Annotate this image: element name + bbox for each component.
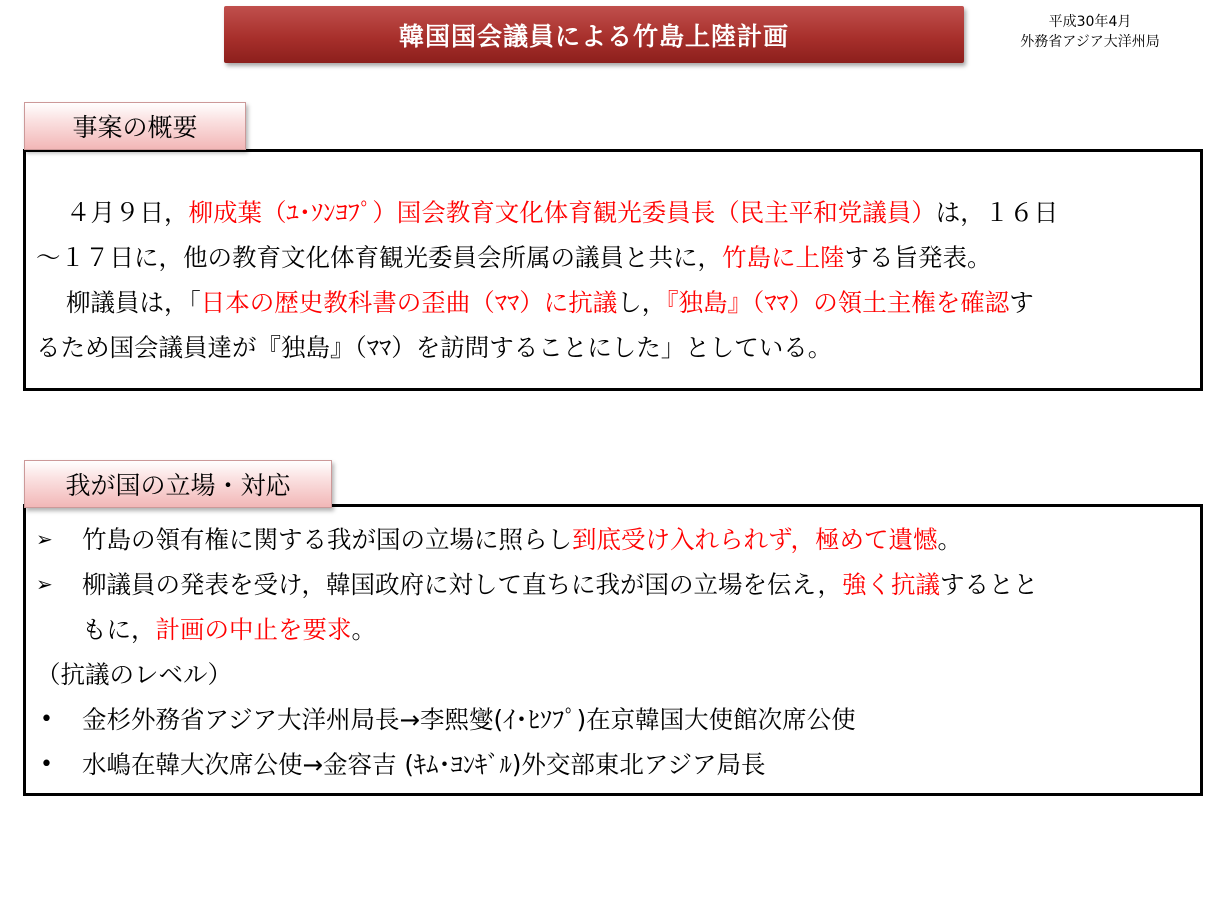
body-text: 柳議員の発表を受け，韓国政府に対して直ちに我が国の立場を伝え， <box>82 570 842 599</box>
page-title: 韓国国会議員による竹島上陸計画 <box>224 6 964 63</box>
list-item <box>36 517 1196 562</box>
list-item-text <box>82 517 962 562</box>
arrow-bullet-icon: ➢ <box>36 572 53 596</box>
emphasis-text: 柳成葉（ﾕ･ｿﾝﾖﾌﾟ）国会教育文化体育観光委員長（民主平和党議員） <box>188 198 936 227</box>
emphasis-text: 竹島に上陸 <box>722 243 845 272</box>
list-item-text: 金杉外務省アジア大洋州局長→李熙燮(ｲ･ﾋｿﾌﾟ)在京韓国大使館次席公使 <box>82 705 856 734</box>
emphasis-text: 強く抗議 <box>842 570 940 599</box>
position-list <box>36 517 1196 787</box>
body-text: るため国会議員達が『独島』（ﾏﾏ）を訪問することにした」としている。 <box>36 333 833 362</box>
body-text: もに， <box>82 615 156 644</box>
body-text: するとと <box>940 570 1038 599</box>
body-text: する旨発表。 <box>844 243 992 272</box>
list-item <box>36 697 1196 742</box>
emphasis-text: 『独島』（ﾏﾏ）の領土主権を確認 <box>666 288 1010 317</box>
list-item <box>36 742 1196 787</box>
summary-line-2 <box>36 235 1196 280</box>
body-text: 竹島の領有権に関する我が国の立場に照らし <box>82 525 572 554</box>
emphasis-text: 到底受け入れられず，極めて遺憾 <box>572 525 938 554</box>
protest-level-label: （抗議のレベル） <box>36 660 232 689</box>
summary-line-4 <box>36 325 1196 370</box>
body-text: す <box>1009 288 1034 317</box>
summary-text <box>36 190 1196 370</box>
list-item-text: 水嶋在韓大次席公使→金容吉 (ｷﾑ･ﾖﾝｷﾞﾙ)外交部東北アジア局長 <box>82 750 766 779</box>
body-text: 。 <box>937 525 963 554</box>
body-text: し， <box>617 288 667 317</box>
list-item-continuation <box>36 607 1196 652</box>
emphasis-text: 日本の歴史教科書の歪曲（ﾏﾏ）に抗議 <box>200 288 618 317</box>
dot-bullet-icon: • <box>40 752 53 777</box>
body-text: 。 <box>351 615 376 644</box>
list-item <box>36 562 1196 607</box>
issuer-block <box>990 12 1190 52</box>
dot-bullet-icon: • <box>40 707 53 732</box>
section-heading-summary: 事案の概要 <box>24 102 246 150</box>
body-text: は，１６日 <box>935 198 1059 227</box>
body-text: ～１７日に，他の教育文化体育観光委員会所属の議員と共に， <box>36 243 722 272</box>
issuer-name: 外務省アジア大洋州局 <box>1020 34 1160 50</box>
list-item-text <box>82 562 1038 607</box>
emphasis-text: 計画の中止を要求 <box>155 615 352 644</box>
summary-box <box>23 149 1203 391</box>
position-box <box>23 504 1203 796</box>
body-text: ４月９日， <box>66 198 189 227</box>
issue-date: 平成30年4月 <box>1048 14 1132 30</box>
summary-line-3 <box>36 280 1196 325</box>
summary-line-1 <box>36 190 1196 235</box>
body-text: 柳議員は，「 <box>66 288 201 317</box>
arrow-bullet-icon: ➢ <box>36 527 53 551</box>
section-heading-position: 我が国の立場・対応 <box>24 460 332 508</box>
